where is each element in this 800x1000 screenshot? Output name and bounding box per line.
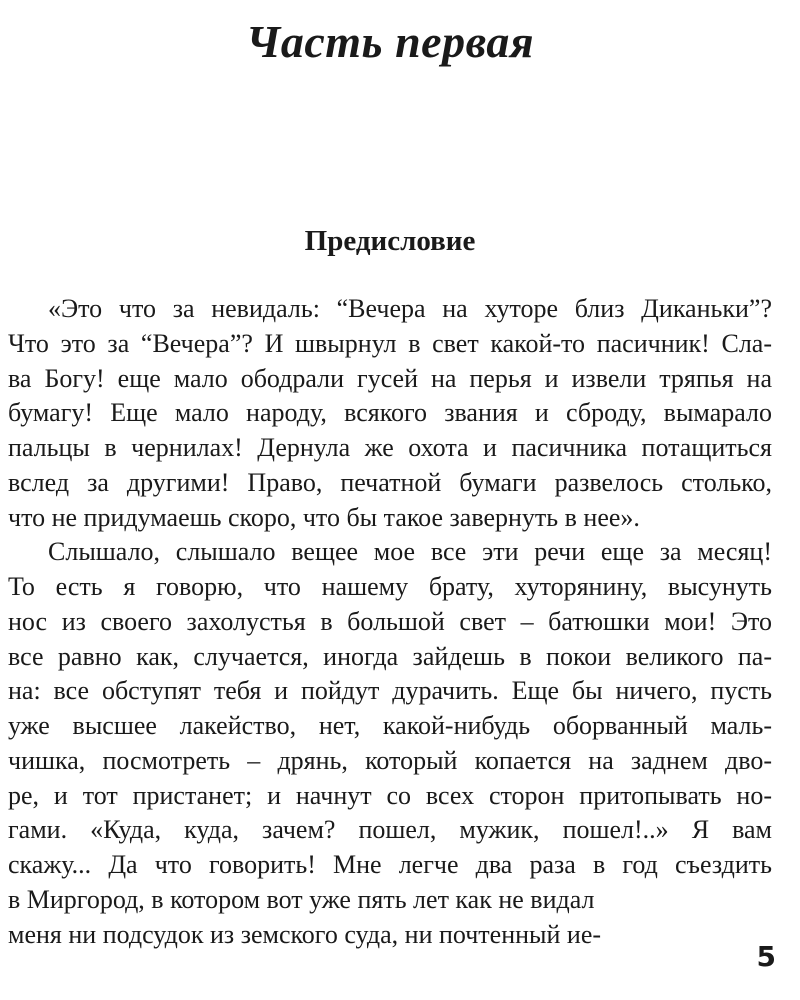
text-line: чишка, посмотреть – дрянь, который копается на заднем дво- [8,745,772,775]
text-line: нос из своего захолустья в большой свет – батюшки мои! Это [8,606,772,636]
text-line: все равно как, случается, иногда зайдешь в покои великого па- [8,641,772,671]
text-line: вслед за другими! Право, печатной бумаги развелось столько, [8,467,772,497]
text-line: меня ни подсудок из земского суда, ни почтенный ие- [8,919,602,949]
text-line: скажу... Да что говорить! Мне легче два раза в год съездить [8,850,772,879]
body-text [8,292,772,952]
text-line: гами. «Куда, куда, зачем? пошел, мужик, пошел!..» Я вам [8,815,772,845]
text-line: что не придумаешь скоро, что бы такое завернуть в нее». [8,502,640,532]
text-line: Что это за “Вечера”? И швырнул в свет какой-то пасичник! Сла- [8,328,772,358]
section-title: Предисловие [304,225,476,257]
text-line: на: все обступят тебя и пойдут дурачить. Еще бы ничего, пусть [8,676,772,706]
text-line: пальцы в чернилах! Дернула же охота и пасичника потащиться [8,433,772,462]
text-line: «Это что за невидаль: “Вечера на хуторе близ Диканьки”? [48,294,772,323]
text-line: в Миргород, в котором вот уже пять лет как не видал [8,884,595,914]
text-line: бумагу! Еще мало народу, всякого звания и сброду, вымарало [8,398,772,428]
text-line: Слышало, слышало вещее мое все эти речи еще за месяц! [48,537,772,567]
text-line: ре, и тот пристанет; и начнут со всех сторон притопывать но- [8,780,772,810]
text-line: ва Богу! еще мало ободрали гусей на перья и извели тряпья на [8,363,772,393]
part-title: Часть первая [245,16,535,67]
text-line: То есть я говорю, что нашему брату, хуторянину, высунуть [8,572,772,601]
page-number: 5 [756,940,776,973]
text-line: уже высшее лакейство, нет, какой-нибудь оборванный маль- [8,711,772,740]
